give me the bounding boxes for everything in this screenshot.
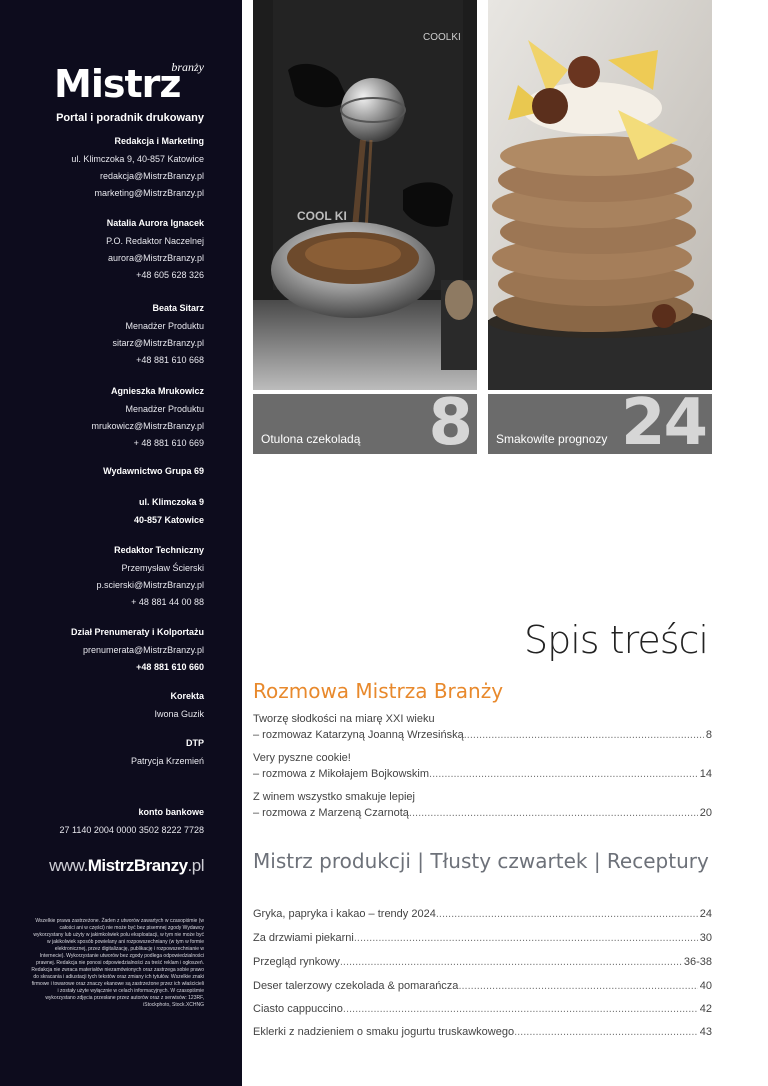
pancakes-photo-illustration	[488, 0, 712, 390]
toc-entry-title: Za drzwiami piekarni	[253, 932, 354, 944]
feature-caption-text: Smakowite prognozy	[496, 432, 608, 446]
toc-page-number: 8	[705, 729, 712, 741]
block-line: Menadżer Produktu	[125, 404, 204, 414]
toc-entry-title: Very pyszne cookie!	[253, 752, 351, 764]
phone-number: +48 605 628 326	[136, 270, 204, 280]
block-heading: Agnieszka Mrukowicz	[110, 386, 204, 396]
toc-leader-dots	[514, 1024, 698, 1040]
block-heading: DTP	[186, 738, 204, 748]
toc-entry-title: Ciasto cappuccino	[253, 1003, 343, 1015]
block-line: Iwona Guzik	[154, 709, 204, 719]
block-line: Menadżer Produktu	[125, 321, 204, 331]
block-heading: Natalia Aurora Ignacek	[106, 218, 204, 228]
block-line: ul. Klimczoka 9, 40-857 Katowice	[71, 154, 204, 164]
block-heading: konto bankowe	[138, 807, 204, 817]
toc-entry-subtitle: – rozmowa z Mikołajem Bojkowskim	[253, 768, 430, 780]
website-suffix: .pl	[187, 856, 204, 875]
apron-print: COOLKI	[423, 32, 461, 43]
toc-entry[interactable]	[253, 1001, 712, 1017]
block-line: Patrycja Krzemień	[130, 756, 204, 766]
email-link[interactable]: aurora@MistrzBranzy.pl	[108, 253, 204, 263]
bank-account-block	[60, 807, 204, 842]
toc-leader-dots	[429, 766, 698, 782]
toc-entry-title: Deser talerzowy czekolada & pomarańcza	[253, 980, 459, 992]
block-heading: Redaktor Techniczny	[114, 545, 204, 555]
phone-number: +48 881 610 660	[136, 662, 204, 672]
website-prefix: www.	[49, 856, 88, 875]
block-heading: Beata Sitarz	[152, 303, 204, 313]
phone-number: + 48 881 44 00 88	[131, 597, 204, 607]
block-heading: ul. Klimczoka 9	[138, 497, 204, 507]
contact-block-mrukowicz	[92, 386, 204, 455]
feature-caption-1[interactable]	[253, 394, 477, 454]
website-name: MistrzBranzy	[87, 856, 188, 875]
contact-block-sitarz	[113, 303, 204, 372]
legal-notice: Wszelkie prawa zastrzeżone. Żaden z utworów zawartych w czasopiśmie (w całości ani w części) nie może być bez pisemnej zgody Wydawcy wykorzystany lub użyty w jakimkolwiek polu eksploatacji, w tym nie może być w jakikolwiek sposób powielany ani rozpowszechniany (w tym w formie elektronicznej, przez digitalizację, publikację i rozpowszechnianie w Internecie). Wykorzystanie utworów bez zgody podlega odpowiedzialności prawnej. Redakcja nie ponosi odpowiedzialności za treść reklam i ogłoszeń. Redakcja nie zwraca materiałów niezamówionych oraz zastrzega sobie prawo do skracania i adiustacji tych tekstów oraz zmiany ich tytułów. Wszelkie znaki firmowe i towarowe oraz znaczy ekanowe są zastrzeżone przez ich właścicieli i zostały użyte wyłącznie w celach informacyjnych. W czasopiśmie wykorzystano zdjęcia przesłane przez autorów oraz z serwisów: 123RF, iStockphoto, Stock.XCHNG	[31, 918, 204, 1008]
technical-editor-block	[97, 545, 205, 614]
email-link[interactable]: mrukowicz@MistrzBranzy.pl	[91, 421, 204, 431]
toc-entry[interactable]	[253, 930, 712, 946]
phone-number: +48 881 610 668	[136, 355, 204, 365]
toc-page-number: 20	[699, 807, 712, 819]
feature-page-number: 24	[620, 394, 706, 454]
toc-leader-dots	[436, 906, 698, 922]
toc-entry-title: Gryka, papryka i kakao – trendy 2024	[253, 908, 436, 920]
contact-block-editorial	[71, 136, 204, 205]
chocolate-photo-illustration	[253, 0, 477, 390]
apron-print-2: COOL KI	[297, 209, 347, 223]
logo-superscript: branży	[171, 60, 204, 74]
toc-page-number: 43	[699, 1026, 712, 1038]
block-heading: Redakcja i Marketing	[114, 136, 204, 146]
logo	[54, 60, 206, 104]
block-heading: Wydawnictwo Grupa 69	[103, 466, 204, 476]
block-heading: Dział Prenumeraty i Kolportażu	[70, 627, 204, 637]
tagline: Portal i poradnik drukowany	[56, 112, 204, 124]
feature-caption-text: Otulona czekoladą	[261, 432, 361, 446]
toc-leader-dots	[340, 954, 682, 970]
feature-photo-chocolate[interactable]	[253, 0, 477, 390]
block-line: 40-857 Katowice	[133, 515, 204, 525]
toc-entry[interactable]	[253, 954, 712, 970]
toc-section-heading: Mistrz produkcji | Tłusty czwartek | Receptury	[253, 849, 709, 873]
toc-page-number: 40	[699, 980, 712, 992]
toc-section-heading: Rozmowa Mistrza Branży	[253, 679, 504, 703]
contact-block-editor	[106, 218, 204, 287]
toc-entry[interactable]	[253, 789, 712, 821]
phone-number: + 48 881 610 669	[133, 438, 204, 448]
toc-leader-dots	[409, 805, 698, 821]
toc-entry-title: Z winem wszystko smakuje lepiej	[253, 791, 415, 803]
toc-entry[interactable]	[253, 750, 712, 782]
toc-entry[interactable]	[253, 906, 712, 922]
toc-page-number: 30	[699, 932, 712, 944]
proofreading-block	[154, 691, 204, 726]
email-link[interactable]: prenumerata@MistrzBranzy.pl	[82, 645, 204, 655]
toc-entry-title: Tworzę słodkości na miarę XXI wieku	[253, 713, 435, 725]
toc-page-number: 24	[699, 908, 712, 920]
toc-entry-subtitle: – rozmowa z Marzeną Czarnotą	[253, 807, 409, 819]
toc-page-number: 42	[699, 1003, 712, 1015]
toc-entry[interactable]	[253, 978, 712, 994]
block-line: P.O. Redaktor Naczelnej	[106, 236, 204, 246]
email-link[interactable]: redakcja@MistrzBranzy.pl	[100, 171, 204, 181]
dtp-block	[131, 738, 204, 773]
email-link[interactable]: marketing@MistrzBranzy.pl	[94, 188, 204, 198]
block-line: Przemysław Ścierski	[121, 563, 204, 573]
feature-caption-2[interactable]	[488, 394, 712, 454]
toc-entry-title: Przegląd rynkowy	[253, 956, 340, 968]
publisher-address-block	[134, 497, 204, 532]
email-link[interactable]: p.scierski@MistrzBranzy.pl	[96, 580, 204, 590]
toc-title: Spis treści	[524, 618, 708, 662]
toc-leader-dots	[458, 978, 697, 994]
block-heading: Korekta	[170, 691, 204, 701]
toc-page-number: 14	[699, 768, 712, 780]
feature-photo-pancakes[interactable]	[488, 0, 712, 390]
website-link[interactable]	[0, 856, 204, 876]
toc-leader-dots	[464, 727, 704, 743]
toc-leader-dots	[354, 930, 698, 946]
feature-page-number: 8	[428, 394, 471, 454]
toc-entry[interactable]	[253, 1024, 712, 1040]
email-link[interactable]: sitarz@MistrzBranzy.pl	[112, 338, 204, 348]
sidebar	[0, 0, 242, 1086]
bank-account-number: 27 1140 2004 0000 3502 8222 7728	[59, 825, 204, 835]
subscription-block	[71, 627, 204, 679]
toc-leader-dots	[343, 1001, 698, 1017]
publisher-block	[103, 466, 204, 484]
toc-entry[interactable]	[253, 711, 712, 743]
toc-entry-title: Eklerki z nadzieniem o smaku jogurtu truskawkowego	[253, 1026, 515, 1038]
toc-entry-subtitle: – rozmowaz Katarzyną Joanną Wrzesińską	[253, 729, 464, 741]
toc-page-number: 36-38	[683, 956, 712, 968]
logo-word: Mistrz	[54, 62, 181, 106]
